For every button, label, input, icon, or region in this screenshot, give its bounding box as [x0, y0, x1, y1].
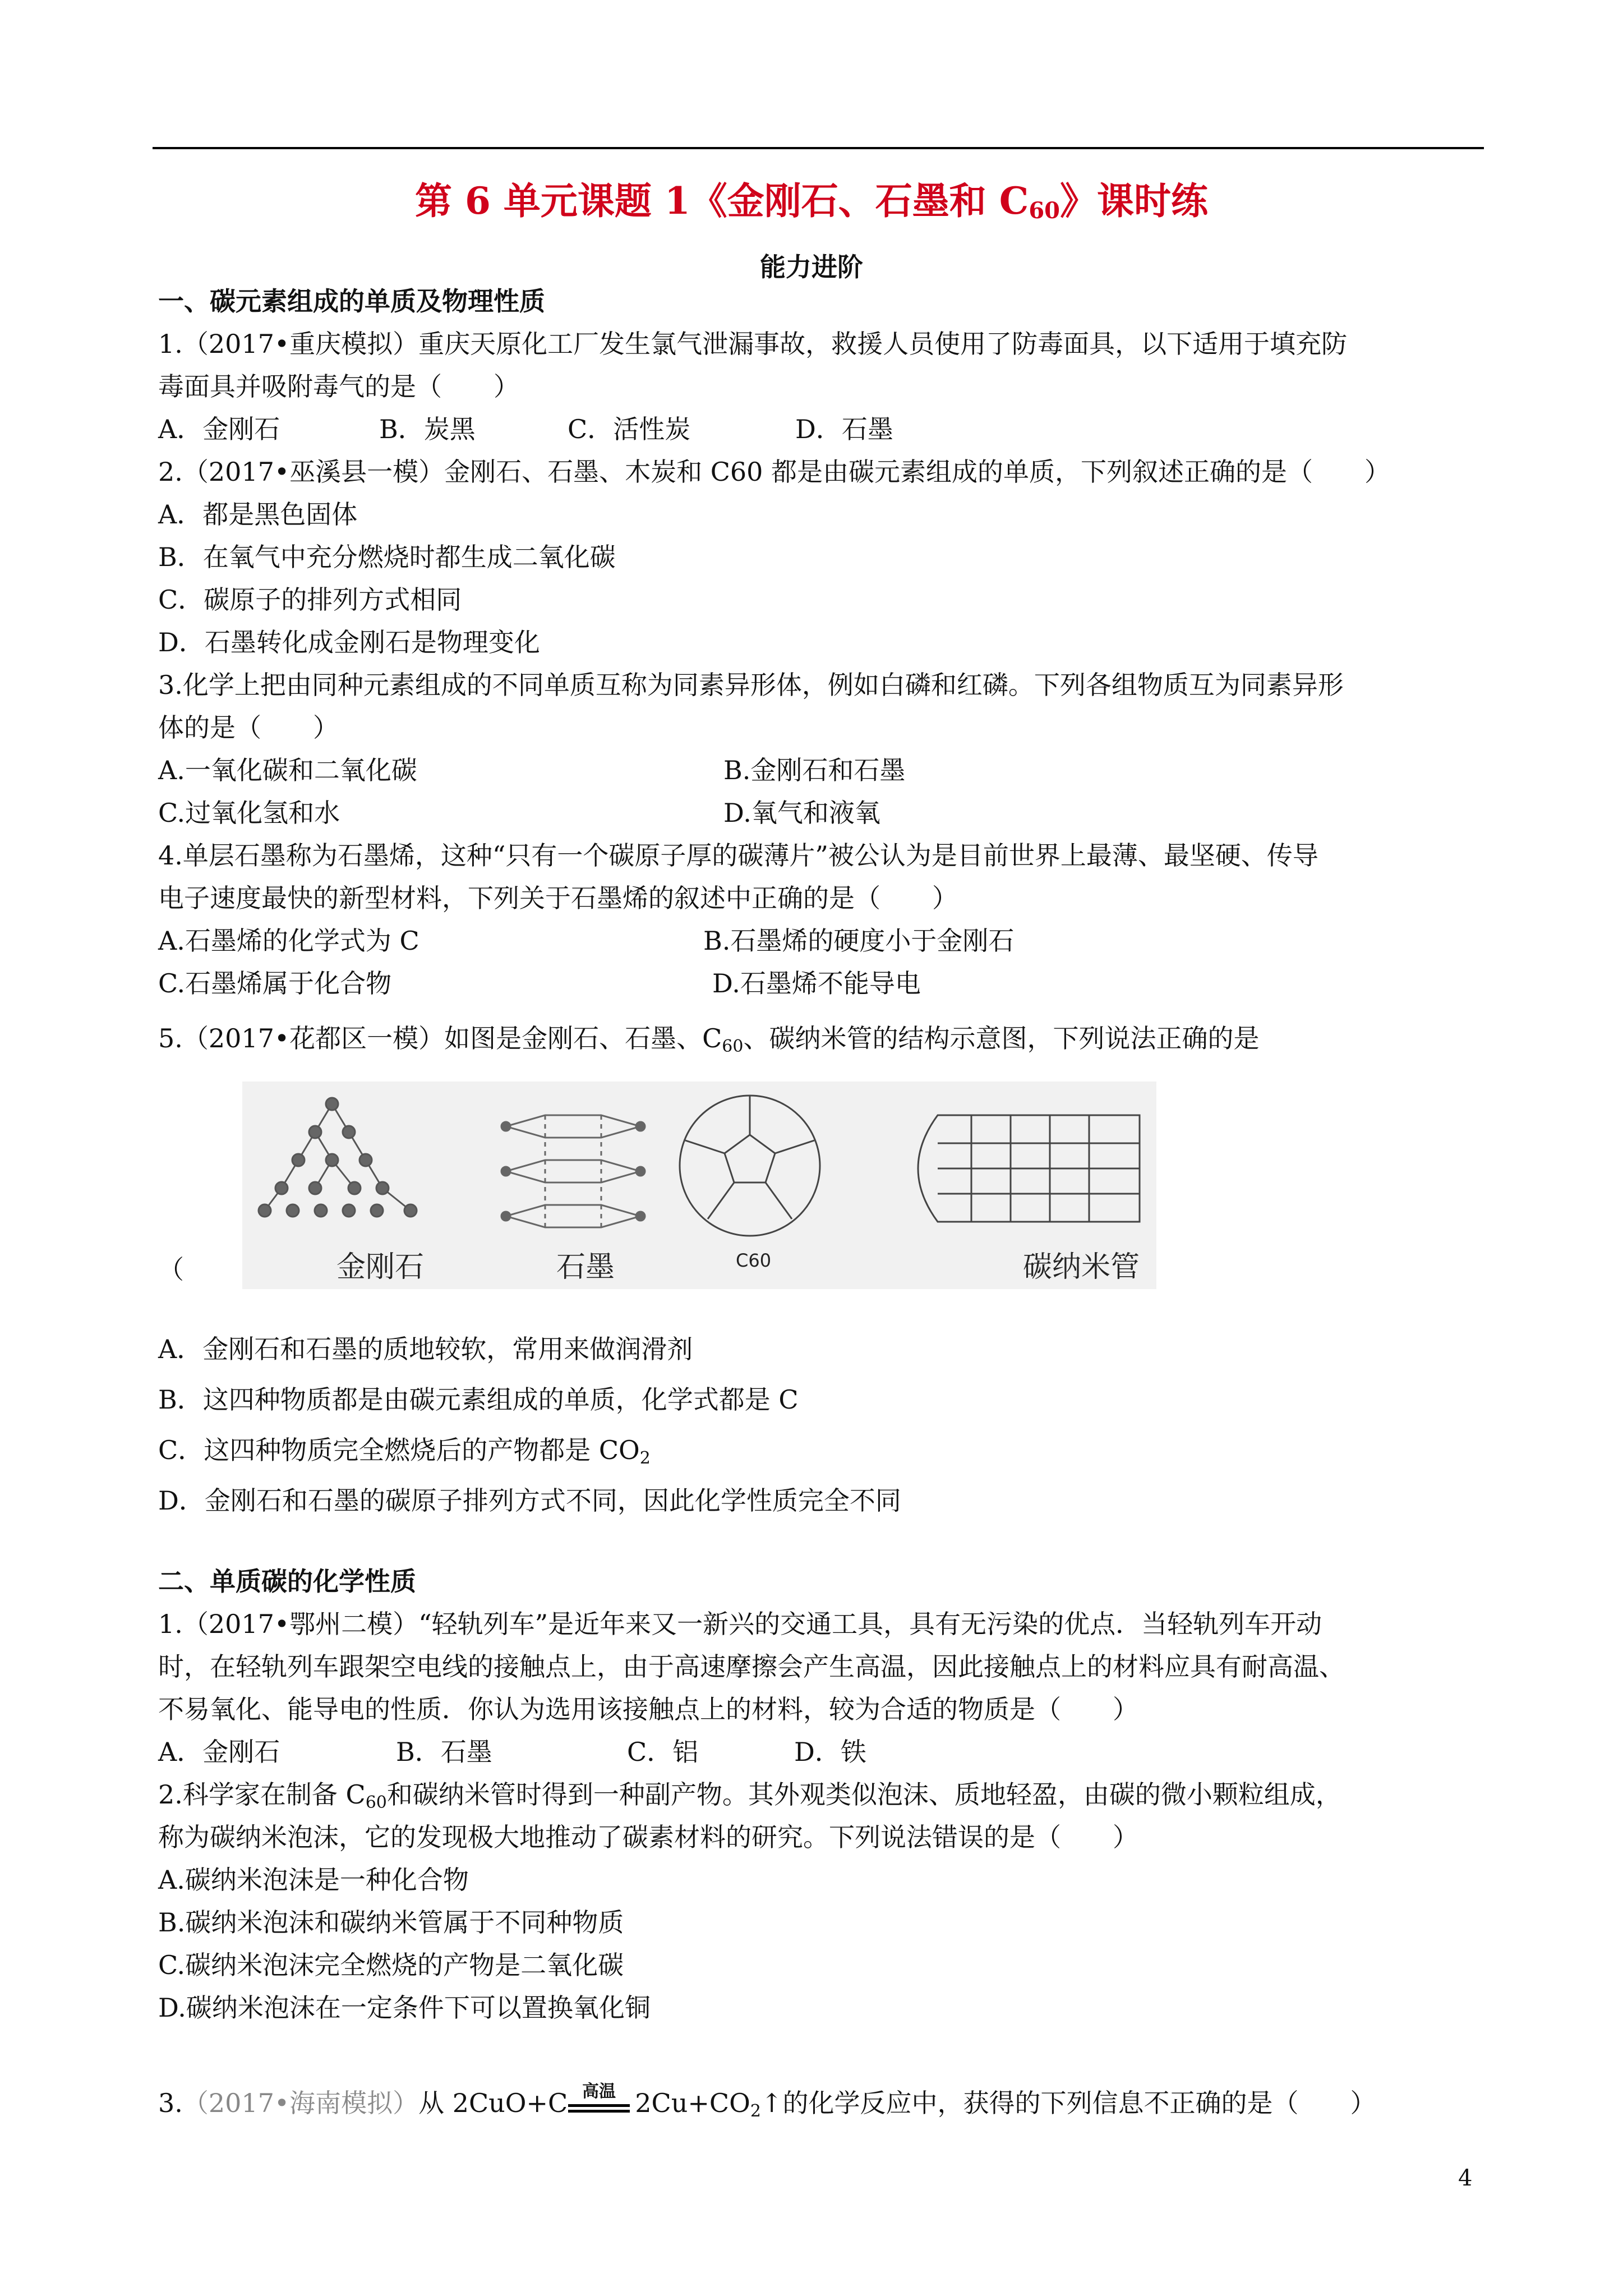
s1-q4-option-c: C.石墨烯属于化合物	[158, 968, 392, 999]
s1-q5-open-paren: （	[158, 1254, 184, 1285]
s1-q4-line1: 4.单层石墨称为石墨烯，这种“只有一个碳原子厚的碳薄片”被公认为是目前世界上最薄、最坚硬、传导	[158, 840, 1318, 871]
diamond-structure-icon	[259, 1098, 417, 1217]
carbon-structures-figure	[242, 1082, 1156, 1289]
s1-q1-line2: 毒面具并吸附毒气的是（ ）	[158, 371, 519, 402]
header-rule	[153, 147, 1484, 149]
s2-q1-option-c: C．铝	[627, 1737, 699, 1767]
s2-q3-line1: 3.（2017•海南模拟）从 2CuO+C $2Cu+CO_2↑$的化学反应中，获得的下列信息不正确的是（ ）	[158, 2088, 1376, 2121]
s2-q1-line3: 不易氧化、能导电的性质．你认为选用该接触点上的材料，较为合适的物质是（ ）	[158, 1694, 1138, 1724]
s1-q4-option-a: A.石墨烯的化学式为 C	[158, 926, 419, 956]
s2-q2-option-a: A.碳纳米泡沫是一种化合物	[158, 1865, 469, 1895]
page-title: 第 6 单元课题 1《金刚石、石墨和 $C_{60}$》课时练	[415, 179, 1208, 224]
figure-label-c60: C60	[736, 1250, 772, 1271]
s1-q4-line2: 电子速度最快的新型材料，下列关于石墨烯的叙述中正确的是（ ）	[158, 883, 958, 913]
graphite-structure-icon	[501, 1115, 645, 1227]
figure-label-graphite: 石墨	[556, 1250, 615, 1284]
s2-q1-option-a: A．金刚石	[158, 1737, 280, 1767]
page-subtitle: 能力进阶	[760, 252, 863, 282]
s2-q2-line2: 称为碳纳米泡沫，它的发现极大地推动了碳素材料的研究。下列说法错误的是（ ）	[158, 1822, 1138, 1852]
s1-q3-option-b: B.金刚石和石墨	[723, 755, 906, 785]
equals-bar-top	[568, 2104, 630, 2107]
s1-q1-option-a: A．金刚石	[158, 414, 280, 444]
figure-label-nanotube: 碳纳米管	[1023, 1250, 1140, 1284]
equals-bar-bottom	[568, 2110, 630, 2113]
reaction-condition-label: 高温	[582, 2082, 616, 2101]
s1-q5-option-a: A．金刚石和石墨的质地较软，常用来做润滑剂	[158, 1334, 693, 1364]
page-number: 4	[1458, 2165, 1473, 2191]
s1-q2-option-c: C．碳原子的排列方式相同	[158, 585, 462, 615]
s1-q1-option-c: C．活性炭	[568, 414, 691, 444]
s1-q3-line2: 体的是（ ）	[158, 712, 339, 743]
section1-heading: 一、碳元素组成的单质及物理性质	[158, 286, 545, 316]
s1-q4-option-b: B.石墨烯的硬度小于金刚石	[703, 926, 1015, 956]
s1-q3-option-a: A.一氧化碳和二氧化碳	[158, 755, 417, 785]
nanotube-structure-icon	[918, 1115, 1140, 1222]
s2-q2-option-b: B.碳纳米泡沫和碳纳米管属于不同种物质	[158, 1907, 624, 1938]
s1-q4-option-d: D.石墨烯不能导电	[712, 968, 921, 999]
s1-q1-line1: 1.（2017•重庆模拟）重庆天原化工厂发生氯气泄漏事故，救援人员使用了防毒面具，以下适用于填充防	[158, 329, 1348, 359]
s2-q2-option-c: C.碳纳米泡沫完全燃烧的产物是二氧化碳	[158, 1950, 624, 1980]
reaction-condition-sign	[568, 2083, 630, 2113]
s1-q5-line1: 5.（2017•花都区一模）如图是金刚石、石墨、$C_{60}$、碳纳米管的结构示意图，下列说法正确的是	[158, 1023, 1260, 1056]
s2-q1-option-b: B．石墨	[396, 1737, 492, 1767]
s1-q3-option-c: C.过氧化氢和水	[158, 798, 340, 828]
s1-q5-option-c: C．这四种物质完全燃烧后的产物都是 $CO_2$	[158, 1435, 651, 1468]
s1-q2-option-a: A．都是黑色固体	[158, 499, 358, 530]
s2-q2-option-d: D.碳纳米泡沫在一定条件下可以置换氧化铜	[158, 1993, 651, 2023]
figure-label-diamond: 金刚石	[336, 1250, 425, 1284]
s1-q3-line1: 3.化学上把由同种元素组成的不同单质互称为同素异形体，例如白磷和红磷。下列各组物质互为同素异形	[158, 670, 1344, 700]
s2-q1-line2: 时，在轻轨列车跟架空电线的接触点上，由于高速摩擦会产生高温，因此接触点上的材料应具有耐高温、	[158, 1651, 1345, 1682]
section2-heading: 二、单质碳的化学性质	[158, 1566, 416, 1596]
s1-q3-option-d: D.氧气和液氧	[723, 798, 880, 828]
s1-q1-option-b: B．炭黑	[379, 414, 476, 444]
s2-q2-line1: 2.科学家在制备 $C_{60}$和碳纳米管时得到一种副产物。其外观类似泡沫、质地轻盈，由碳的微小颗粒组成，	[158, 1779, 1341, 1812]
s1-q2-option-d: D．石墨转化成金刚石是物理变化	[158, 627, 540, 657]
s1-q2-option-b: B．在氧气中充分燃烧时都生成二氧化碳	[158, 542, 616, 572]
s2-q1-line1: 1.（2017•鄂州二模）“轻轨列车”是近年来又一新兴的交通工具，具有无污染的优点．当轻轨列车开动	[158, 1609, 1322, 1639]
c60-structure-icon	[680, 1096, 820, 1236]
s1-q5-option-d: D．金刚石和石墨的碳原子排列方式不同，因此化学性质完全不同	[158, 1485, 901, 1516]
s1-q2-line1: 2.（2017•巫溪县一模）金刚石、石墨、木炭和 C60 都是由碳元素组成的单质，下列叙述正确的是（ ）	[158, 457, 1391, 487]
s1-q1-option-d: D．石墨	[795, 414, 893, 444]
s2-q1-option-d: D．铁	[794, 1737, 866, 1767]
s1-q5-option-b: B．这四种物质都是由碳元素组成的单质，化学式都是 C	[158, 1384, 799, 1415]
